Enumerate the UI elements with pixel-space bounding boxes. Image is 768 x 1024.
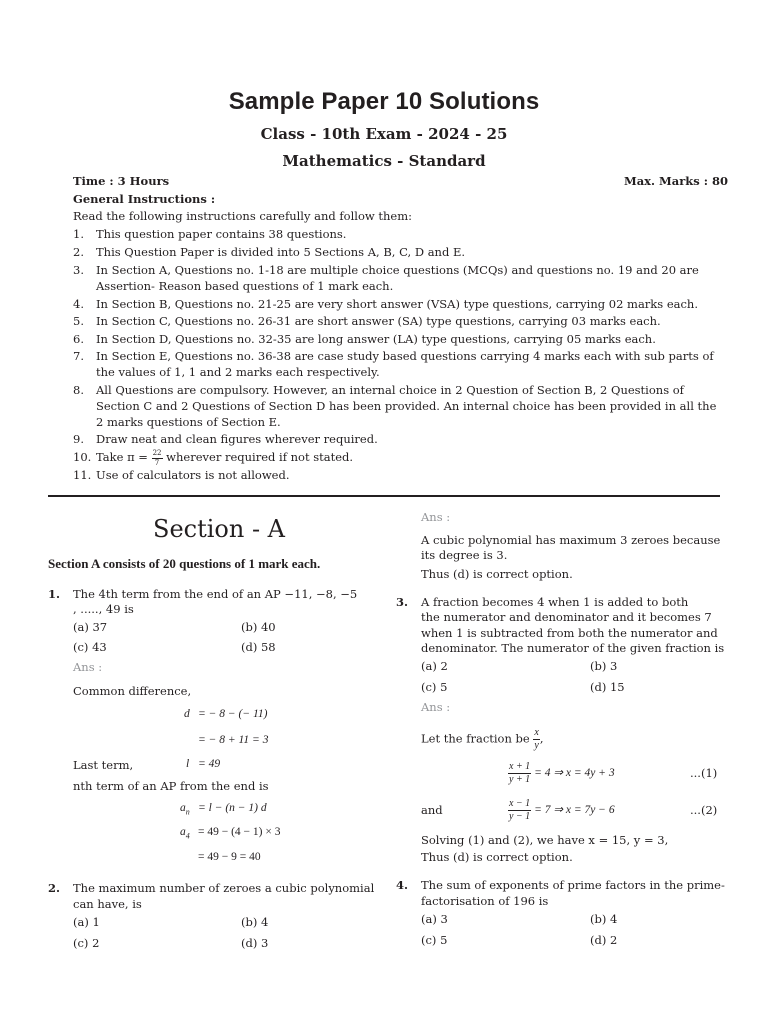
- math-expression: = 49 − 9 = 40: [198, 851, 261, 863]
- option-c: (c) 5: [421, 680, 448, 694]
- time-label: Time : 3 Hours: [73, 174, 170, 188]
- option-d: (d) 3: [241, 936, 269, 950]
- option-c: (c) 2: [73, 936, 100, 950]
- instruction-number: 10.: [73, 450, 92, 464]
- max-marks-label: Max. Marks : 80: [624, 174, 728, 188]
- section-subtitle: Section A consists of 20 questions of 1 mark each.: [48, 556, 321, 571]
- option-d: (d) 58: [241, 640, 276, 654]
- math-variable: l: [186, 758, 190, 770]
- instruction-number: 7.: [73, 349, 84, 363]
- instruction-number: 2.: [73, 245, 84, 259]
- pi-text-before: Take π =: [96, 450, 152, 464]
- math-expression: = 49 − (4 − 1) × 3: [198, 826, 281, 838]
- option-b: (b) 3: [590, 659, 618, 673]
- section-title: Section - A: [153, 515, 286, 543]
- option-a: (a) 3: [421, 912, 448, 926]
- question-text-line: The sum of exponents of prime factors in the prime-: [421, 878, 725, 892]
- instruction-text: Draw neat and clean figures wherever required.: [96, 432, 378, 446]
- question-text-line: , ....., 49 is: [73, 602, 134, 616]
- numerator: x + 1: [509, 761, 531, 772]
- equation-2: [508, 799, 615, 822]
- solution-text: Solving (1) and (2), we have x = 15, y = 3,: [421, 833, 669, 847]
- instruction-text: In Section C, Questions no. 26-31 are short answer (SA) type questions, carrying 03 marks each.: [96, 314, 661, 328]
- instruction-text: In Section A, Questions no. 1-18 are multiple choice questions (MCQs) and questions no. 19 and 20 are Assertion- Reason based questions of 1 mark each.: [96, 263, 699, 293]
- math-variable: [180, 826, 190, 840]
- question-text-line: can have, is: [73, 897, 142, 911]
- math-expression: = l − (n − 1) d: [198, 802, 267, 814]
- option-a: (a) 2: [421, 659, 448, 673]
- equation-fraction: [508, 762, 531, 785]
- instruction-number: 4.: [73, 297, 84, 311]
- option-d: (d) 15: [590, 680, 625, 694]
- math-subscript: n: [185, 807, 190, 817]
- instruction-text: In Section B, Questions no. 21-25 are very short answer (VSA) type questions, carrying 02 marks each.: [96, 297, 698, 311]
- solution-text: Let the fraction be $\frac{x}{y}$ ,: [421, 727, 544, 751]
- solution-text: Last term,: [73, 758, 134, 772]
- question-text-line: the numerator and denominator and it becomes 7: [421, 610, 712, 624]
- let-text: Let the fraction be: [421, 731, 530, 746]
- numerator: x − 1: [509, 798, 531, 809]
- option-b: (b) 4: [241, 915, 269, 929]
- solution-text: A cubic polynomial has maximum 3 zeroes because: [421, 533, 721, 547]
- subject-line: Mathematics - Standard: [282, 152, 486, 170]
- solution-text: nth term of an AP from the end is: [73, 779, 269, 793]
- pi-numerator: 22: [152, 448, 162, 457]
- math-expression: = − 8 + 11 = 3: [198, 734, 269, 746]
- instruction-text: [96, 449, 721, 467]
- denominator: y + 1: [509, 774, 531, 785]
- equation-rest: = 4 ⇒ x = 4y + 3: [534, 767, 615, 780]
- instruction-number: 5.: [73, 314, 84, 328]
- option-b: (b) 40: [241, 620, 276, 634]
- math-symbol: a: [180, 826, 186, 838]
- pi-text-after: wherever required if not stated.: [162, 450, 354, 464]
- instructions-intro: Read the following instructions carefully and follow them:: [73, 209, 412, 223]
- question-number: 3.: [396, 595, 409, 609]
- instruction-text: Use of calculators is not allowed.: [96, 468, 290, 482]
- question-text-line: The 4th term from the end of an AP −11, −8, −5: [73, 587, 358, 601]
- question-text-line: A fraction becomes 4 when 1 is added to both: [421, 595, 689, 609]
- question-number: 1.: [48, 587, 61, 601]
- equation-fraction: [508, 799, 531, 822]
- equation-tag: ...(1): [690, 766, 718, 780]
- pi-denominator: 7: [154, 458, 160, 467]
- math-variable: d: [184, 708, 190, 720]
- instruction-number: 1.: [73, 227, 84, 241]
- conclusion-text: Thus (d) is correct option.: [421, 567, 573, 581]
- question-text-line: when 1 is subtracted from both the numerator and: [421, 626, 718, 640]
- denominator: y − 1: [509, 811, 531, 822]
- option-d: (d) 2: [590, 933, 618, 947]
- instruction-number: 6.: [73, 332, 84, 346]
- instruction-number: 8.: [73, 383, 84, 397]
- answer-label: Ans :: [421, 700, 451, 714]
- instruction-text: In Section D, Questions no. 32-35 are long answer (LA) type questions, carrying 05 marks each.: [96, 332, 656, 346]
- math-symbol: a: [180, 802, 186, 814]
- conclusion-text: Thus (d) is correct option.: [421, 850, 573, 864]
- pi-fraction: [152, 450, 163, 467]
- math-variable: [180, 802, 190, 816]
- fraction-x-over-y: [533, 728, 539, 751]
- page-title: Sample Paper 10 Solutions: [228, 88, 540, 115]
- math-expression: = 49: [198, 758, 221, 770]
- option-a: (a) 37: [73, 620, 108, 634]
- solution-text: Common difference,: [73, 684, 192, 698]
- option-b: (b) 4: [590, 912, 618, 926]
- answer-label: Ans :: [421, 510, 451, 524]
- question-text-line: The maximum number of zeroes a cubic polynomial: [73, 881, 375, 895]
- math-subscript: 4: [185, 831, 190, 841]
- equation-tag: ...(2): [690, 803, 718, 817]
- equation-rest: = 7 ⇒ x = 7y − 6: [534, 804, 615, 817]
- and-label: and: [421, 803, 443, 817]
- section-divider: [48, 495, 720, 497]
- instruction-text: This question paper contains 38 questions.: [96, 227, 347, 241]
- class-line: Class - 10th Exam - 2024 - 25: [260, 125, 508, 143]
- instruction-number: 3.: [73, 263, 84, 277]
- instruction-number: 9.: [73, 432, 84, 446]
- question-number: 4.: [396, 878, 409, 892]
- math-expression: = − 8 − (− 11): [198, 708, 268, 720]
- numerator: x: [534, 727, 539, 738]
- question-text-line: factorisation of 196 is: [421, 894, 549, 908]
- instruction-text: In Section E, Questions no. 36-38 are case study based questions carrying 4 marks each with sub parts of the values of 1, 1 and 2 marks each respectively.: [96, 349, 714, 379]
- general-instructions-heading: General Instructions :: [73, 192, 216, 206]
- option-c: (c) 43: [73, 640, 107, 654]
- solution-text: its degree is 3.: [421, 548, 508, 562]
- instruction-text: This Question Paper is divided into 5 Sections A, B, C, D and E.: [96, 245, 466, 259]
- instruction-number: 11.: [73, 468, 92, 482]
- answer-label: Ans :: [73, 660, 103, 674]
- option-c: (c) 5: [421, 933, 448, 947]
- question-number: 2.: [48, 881, 61, 895]
- option-a: (a) 1: [73, 915, 100, 929]
- question-text-line: denominator. The numerator of the given fraction is: [421, 641, 725, 655]
- equation-1: [508, 762, 615, 785]
- instruction-text: All Questions are compulsory. However, an internal choice in 2 Question of Section B, 2 Questions of Section C and 2 Questions of Section D has been provided. An internal choice has been provided in all the 2 marks questions of Section E.: [96, 383, 717, 429]
- denominator: y: [534, 740, 539, 751]
